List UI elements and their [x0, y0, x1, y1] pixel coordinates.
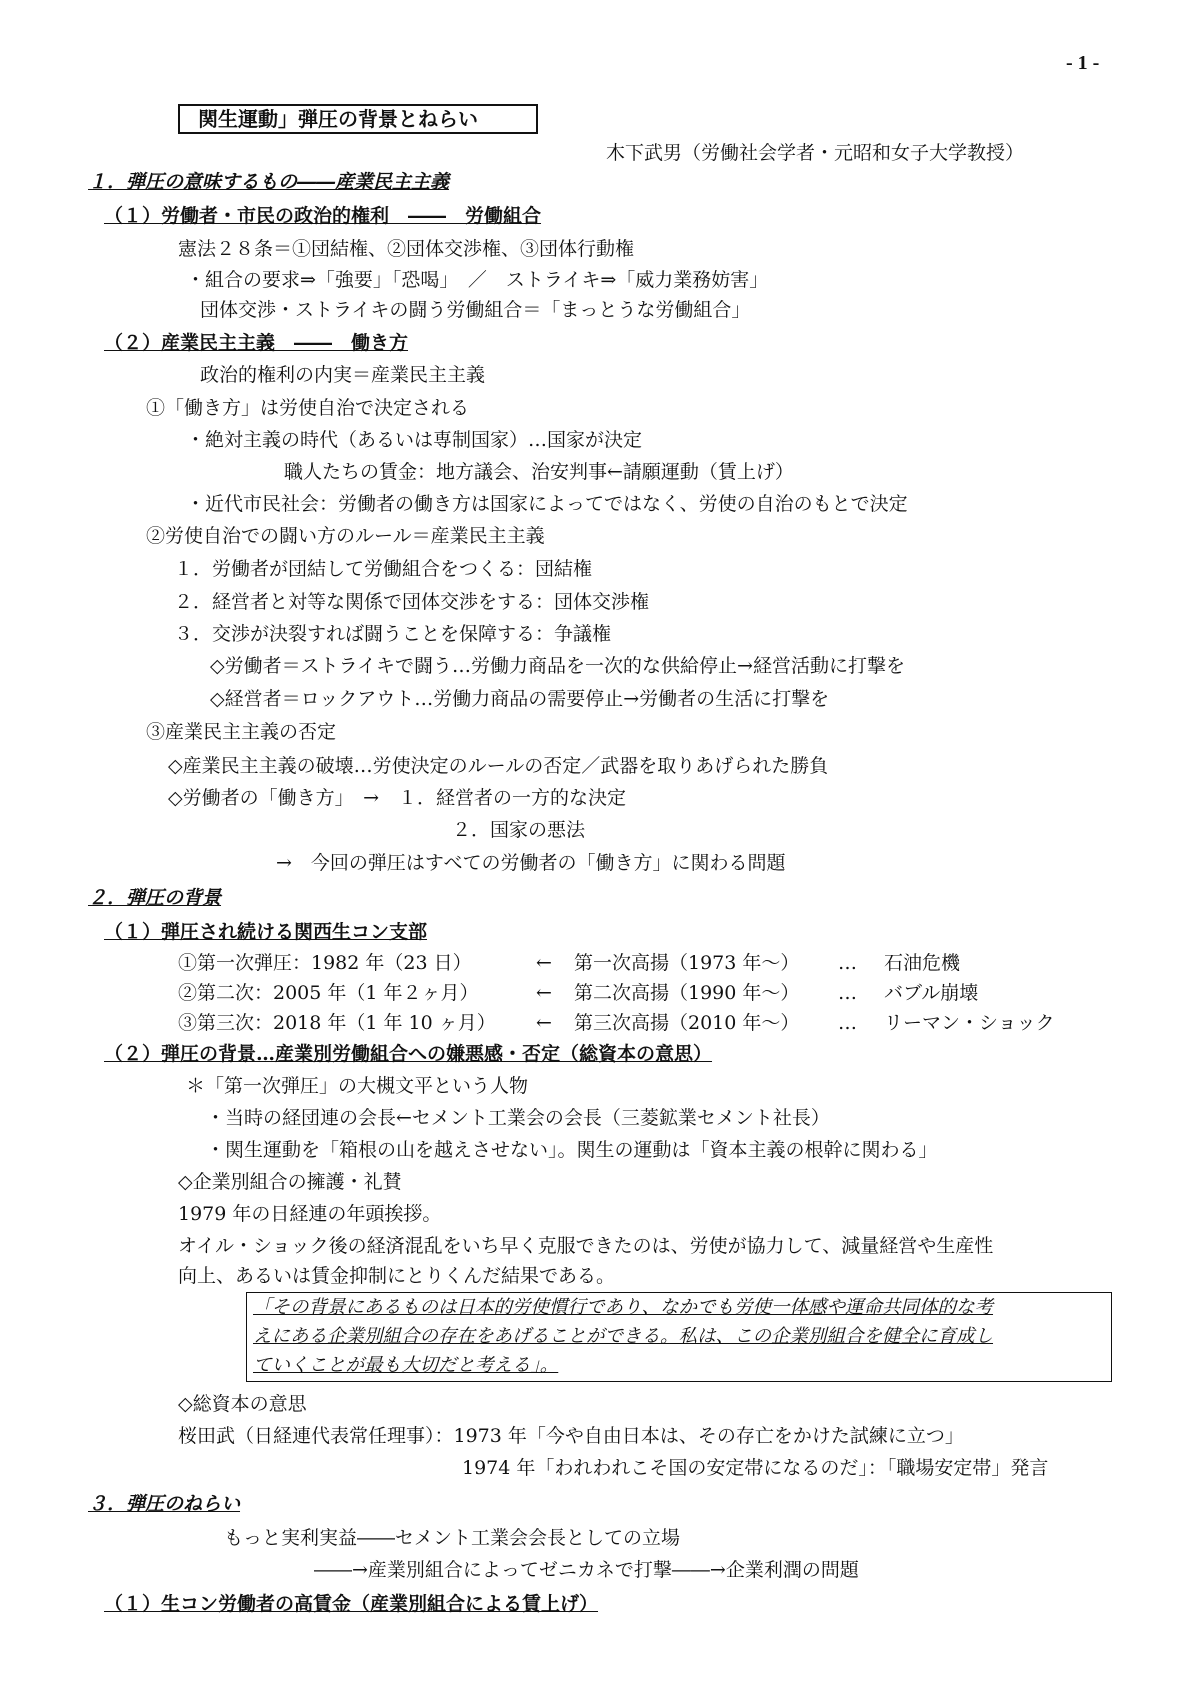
quote-line: えにある企業別組合の存在をあげることができる。私は、この企業別組合を健全に育成し	[253, 1326, 994, 1347]
history-row-e: バブル崩壊	[884, 982, 979, 1004]
text-line: 憲法２８条＝①団結権、②団体交渉権、③団体行動権	[178, 238, 635, 260]
author-line: 木下武男（労働社会学者・元昭和女子大学教授）	[606, 142, 1025, 164]
quote-box	[246, 1292, 1112, 1382]
arrow-icon: ←	[536, 982, 552, 1004]
text-line: 桜田武（日経連代表常任理事）：1973 年「今や自由日本は、その存亡をかけた試練に立つ」	[178, 1425, 964, 1447]
section-2-2-heading: （２）弾圧の背景…産業別労働組合への嫌悪感・否定（総資本の意思）	[104, 1043, 713, 1065]
history-row-d: …	[838, 982, 857, 1004]
text-line: ◇産業民主主義の破壊…労使決定のルールの否定／武器を取りあげられた勝負	[168, 755, 829, 777]
text-line: ２．経営者と対等な関係で団体交渉をする：団体交渉権	[174, 591, 650, 613]
section-3-heading: ３．弾圧のねらい	[88, 1493, 241, 1515]
section-2-heading: ２．弾圧の背景	[88, 887, 222, 909]
document-title	[178, 104, 538, 134]
text-line: ◇労働者の「働き方」 → １．経営者の一方的な決定	[168, 787, 627, 809]
text-line: 政治的権利の内実＝産業民主主義	[200, 364, 486, 386]
section-1-1-heading: （１）労働者・市民の政治的権利 ―― 労働組合	[104, 205, 542, 227]
text-line: → 今回の弾圧はすべての労働者の「働き方」に関わる問題	[276, 852, 786, 874]
text-line: 団体交渉・ストライキの闘う労働組合＝「まっとうな労働組合」	[200, 299, 751, 321]
text-line: ◇労働者＝ストライキで闘う…労働力商品を一次的な供給停止→経営活動に打撃を	[210, 655, 905, 677]
text-line: ＊「第一次弾圧」の大槻文平という人物	[186, 1075, 529, 1097]
text-line: ①「働き方」は労使自治で決定される	[146, 397, 470, 419]
text-line: ・近代市民社会：労働者の働き方は国家によってではなく、労使の自治のもとで決定	[186, 493, 908, 515]
text-line: オイル・ショック後の経済混乱をいち早く克服できたのは、労使が協力して、減量経営や生産性	[178, 1235, 994, 1257]
history-row-d: …	[838, 1012, 857, 1034]
text-line: ・当時の経団連の会長←セメント工業会の会長（三菱鉱業セメント社長）	[206, 1107, 830, 1129]
history-row-a: ①第一次弾圧：1982 年（23 日）	[178, 952, 472, 974]
text-line: 向上、あるいは賃金抑制にとりくんだ結果である。	[178, 1265, 616, 1287]
section-1-heading: １．弾圧の意味するもの――産業民主主義	[88, 171, 450, 193]
text-line: ・関生運動を「箱根の山を越えさせない」。関生の運動は「資本主義の根幹に関わる」	[206, 1139, 938, 1161]
text-line: ２．国家の悪法	[452, 819, 586, 841]
document-title-text: 関生運動」弾圧の背景とねらい	[198, 107, 478, 131]
text-line: ◇企業別組合の擁護・礼賛	[178, 1171, 402, 1193]
page-number: - 1 -	[1066, 52, 1100, 74]
history-row-e: 石油危機	[884, 952, 961, 974]
history-row-c: 第一次高揚（1973 年～）	[574, 952, 800, 974]
text-line: ◇総資本の意思	[178, 1393, 307, 1415]
text-line: 職人たちの賃金：地方議会、治安判事←請願運動（賃上げ）	[284, 461, 794, 483]
text-line: ・組合の要求⇒「強要」「恐喝」 ／ ストライキ⇒「威力業務妨害」	[186, 269, 769, 291]
text-line: 1974 年「われわれこそ国の安定帯になるのだ」：「職場安定帯」発言	[462, 1457, 1049, 1479]
section-1-2-heading: （２）産業民主主義 ―― 働き方	[104, 332, 409, 354]
section-2-1-heading: （１）弾圧され続ける関西生コン支部	[104, 921, 428, 943]
text-line: ――→産業別組合によってゼニカネで打撃――→企業利潤の問題	[314, 1559, 859, 1581]
history-row-d: …	[838, 952, 857, 974]
text-line: ・絶対主義の時代（あるいは専制国家）…国家が決定	[186, 429, 643, 451]
quote-line: ていくことが最も大切だと考える」。	[253, 1355, 559, 1376]
text-line: ③産業民主主義の否定	[146, 721, 337, 743]
history-row-c: 第二次高揚（1990 年～）	[574, 982, 800, 1004]
text-line: もっと実利実益――セメント工業会会長としての立場	[224, 1527, 681, 1549]
history-row-a: ②第二次：2005 年（1 年２ヶ月）	[178, 982, 479, 1004]
text-line: ②労使自治での闘い方のルール＝産業民主主義	[146, 525, 545, 547]
text-line: 1979 年の日経連の年頭挨拶。	[178, 1203, 442, 1225]
history-row-c: 第三次高揚（2010 年～）	[574, 1012, 800, 1034]
history-row-e: リーマン・ショック	[884, 1012, 1055, 1034]
arrow-icon: ←	[536, 952, 552, 974]
quote-line: 「その背景にあるものは日本的労使慣行であり、なかでも労使一体感や運命共同体的な考	[253, 1297, 994, 1318]
arrow-icon: ←	[536, 1012, 552, 1034]
text-line: ◇経営者＝ロックアウト…労働力商品の需要停止→労働者の生活に打撃を	[210, 688, 830, 710]
text-line: １．労働者が団結して労働組合をつくる：団結権	[174, 558, 593, 580]
history-row-a: ③第三次：2018 年（1 年 10 ヶ月）	[178, 1012, 496, 1034]
text-line: ３．交渉が決裂すれば闘うことを保障する：争議権	[174, 623, 612, 645]
section-3-1-heading: （１）生コン労働者の高賃金（産業別組合による賃上げ）	[104, 1593, 599, 1615]
